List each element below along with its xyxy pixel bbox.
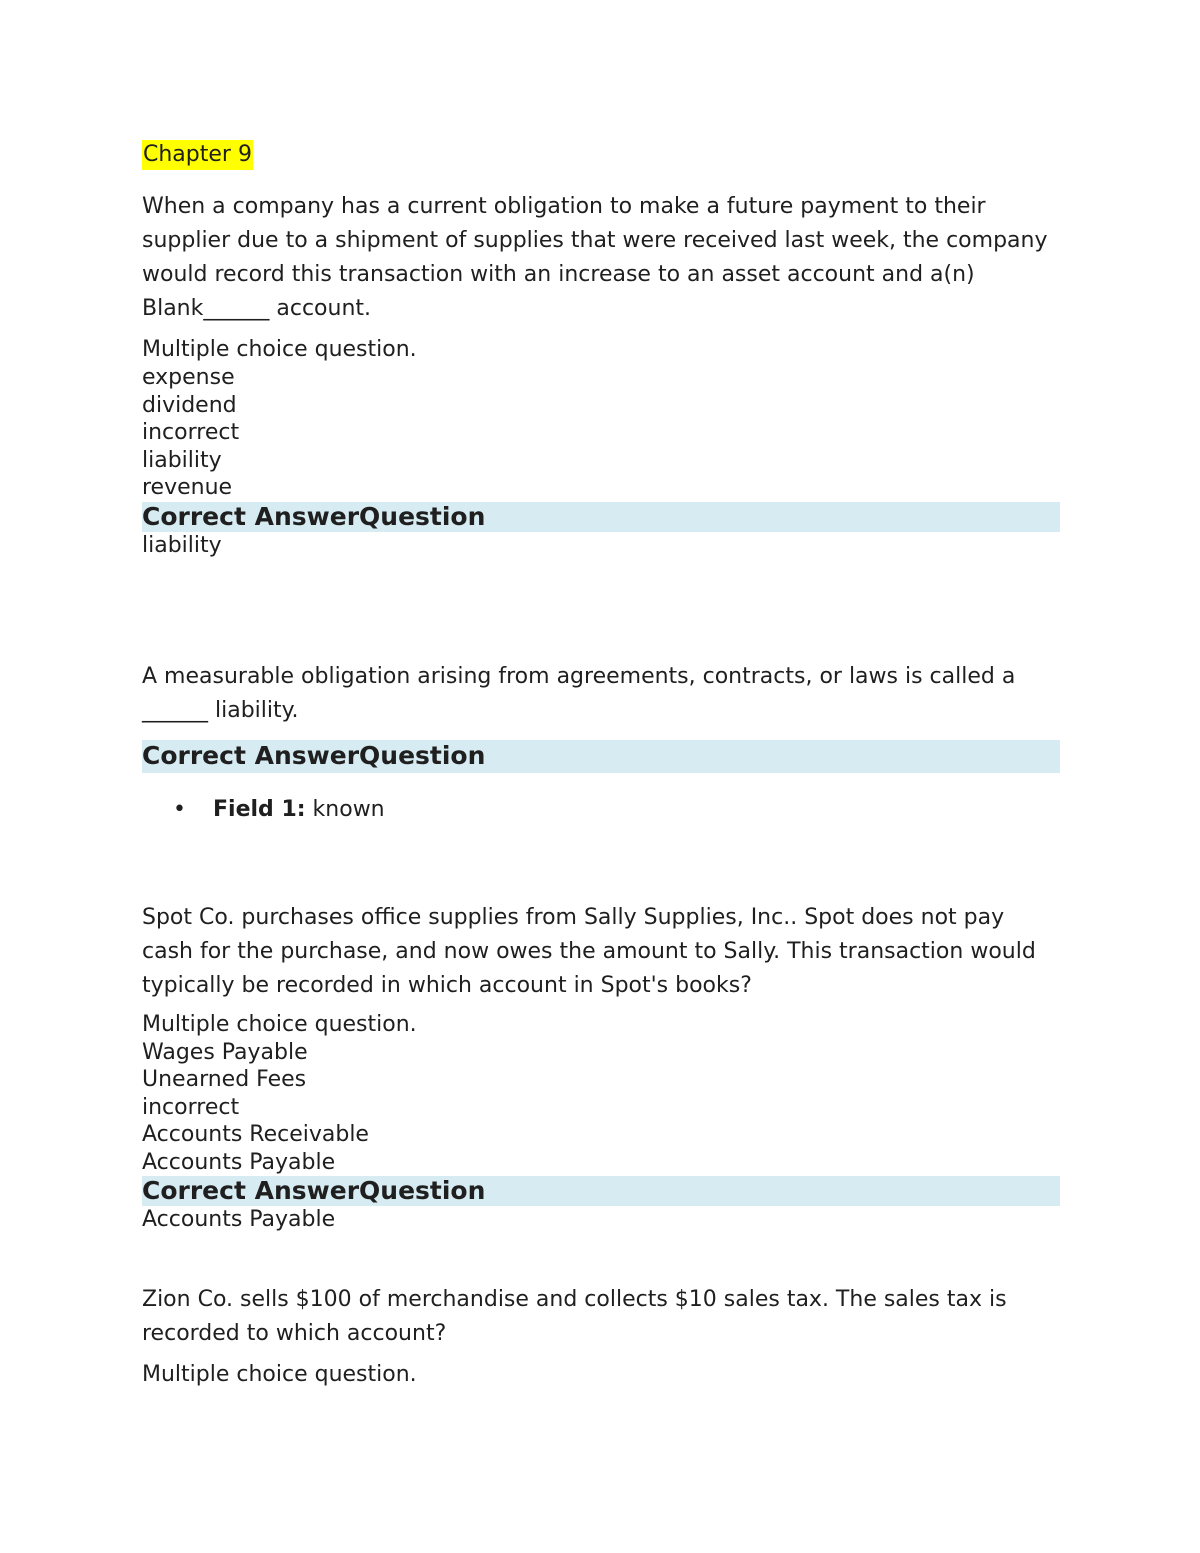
correct-answer-header: Correct AnswerQuestion: [142, 1176, 1060, 1206]
bullet-icon: •: [173, 796, 186, 822]
chapter-heading: Chapter 9: [142, 140, 253, 170]
option-item: Accounts Receivable: [142, 1122, 369, 1147]
options-list: [142, 1039, 1060, 1177]
question-2: [142, 660, 1060, 825]
field-label: Field 1:: [213, 796, 306, 822]
option-item: dividend: [142, 392, 237, 418]
correct-answer-value: Accounts Payable: [142, 1207, 336, 1232]
field-value: known: [312, 796, 385, 822]
option-item: Accounts Payable: [142, 1149, 336, 1175]
correct-answer-header: Correct AnswerQuestion: [142, 502, 1060, 532]
question-1: [142, 190, 1060, 560]
correct-answer-value: liability: [142, 532, 222, 558]
document-page: [142, 140, 1060, 1389]
question-3: [142, 901, 1060, 1235]
question-text: Zion Co. sells $100 of merchandise and collects $10 sales tax. The sales tax is recorded to which account?: [142, 1287, 1007, 1346]
question-type-label: Multiple choice question.: [142, 1362, 417, 1387]
question-4: [142, 1283, 1060, 1389]
question-text: Spot Co. purchases office supplies from Sally Supplies, Inc.. Spot does not pay cash for the purchase, and now owes the amount to Sally. This transaction would typically be recorded in which account in Spot's books?: [142, 904, 1036, 998]
correct-answer-header: Correct AnswerQuestion: [142, 740, 1060, 773]
field-answer-item: [142, 795, 1060, 825]
question-type-label: Multiple choice question.: [142, 1011, 417, 1037]
option-item: liability: [142, 447, 222, 473]
question-text: When a company has a current obligation to make a future payment to their supplier due to a shipment of supplies that were received last week, the company would record this transaction with an increase to an asset account and a(n) Blank______ account.: [142, 194, 1048, 321]
option-item: incorrect: [142, 1094, 240, 1120]
question-text: A measurable obligation arising from agreements, contracts, or laws is called a ______ liability.: [142, 663, 1016, 723]
option-item: incorrect: [142, 420, 240, 445]
option-item: Unearned Fees: [142, 1067, 307, 1092]
question-type-label: Multiple choice question.: [142, 337, 417, 362]
option-item: revenue: [142, 475, 233, 500]
field-answer-list: [142, 795, 1060, 825]
options-list: [142, 364, 1060, 502]
option-item: Wages Payable: [142, 1039, 308, 1065]
option-item: expense: [142, 365, 235, 390]
